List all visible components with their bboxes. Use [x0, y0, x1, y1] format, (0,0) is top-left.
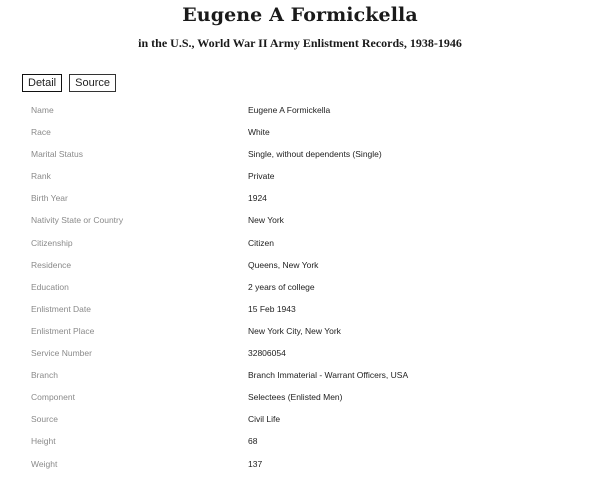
record-row-branch [22, 364, 582, 386]
record-row-race [22, 121, 582, 143]
field-value: Branch Immaterial - Warrant Officers, USA [248, 370, 409, 381]
field-value: Private [248, 171, 275, 182]
field-label: Component [31, 392, 75, 403]
record-row-service-number [22, 342, 582, 364]
record-row-citizenship [22, 232, 582, 254]
field-value: Queens, New York [248, 259, 319, 270]
record-row-height [22, 430, 582, 452]
field-value: 32806054 [248, 348, 286, 359]
field-value: 1924 [248, 193, 267, 204]
field-value: Citizen [248, 237, 274, 248]
field-label: Rank [31, 171, 51, 182]
field-label: Residence [31, 259, 72, 270]
record-row-source [22, 408, 582, 430]
field-value: Single, without dependents (Single) [248, 149, 382, 160]
record-row-enlistment-date [22, 298, 582, 320]
field-label: Enlistment Date [31, 303, 91, 314]
field-label: Race [31, 127, 51, 138]
field-value: 137 [248, 458, 263, 469]
field-label: Source [31, 414, 58, 425]
field-value: New York City, New York [248, 325, 341, 336]
field-label: Branch [31, 370, 58, 381]
record-row-residence [22, 254, 582, 276]
record-row-name [22, 99, 582, 121]
tab-detail[interactable]: Detail [22, 74, 62, 92]
record-row-birth-year [22, 187, 582, 209]
tab-bar [22, 74, 116, 92]
record-row-component [22, 386, 582, 408]
field-label: Citizenship [31, 237, 73, 248]
record-row-education [22, 276, 582, 298]
record-details-list [22, 99, 582, 475]
record-row-enlistment-place [22, 320, 582, 342]
field-label: Marital Status [31, 149, 83, 160]
page-title: Eugene A Formickella [182, 4, 418, 26]
record-row-nativity [22, 209, 582, 231]
field-label: Weight [31, 458, 58, 469]
field-value: Selectees (Enlisted Men) [248, 392, 343, 403]
field-label: Birth Year [31, 193, 68, 204]
record-row-marital-status [22, 143, 582, 165]
tab-source[interactable]: Source [69, 74, 116, 92]
field-label: Service Number [31, 348, 92, 359]
field-label: Height [31, 436, 56, 447]
field-label: Nativity State or Country [31, 215, 124, 226]
field-label: Enlistment Place [31, 325, 95, 336]
field-value: 68 [248, 436, 258, 447]
field-value: New York [248, 215, 284, 226]
record-row-weight [22, 453, 582, 475]
record-row-rank [22, 165, 582, 187]
field-value: 2 years of college [248, 281, 315, 292]
page-subtitle: in the U.S., World War II Army Enlistment Records, 1938-1946 [138, 36, 462, 50]
field-value: Civil Life [248, 414, 281, 425]
field-value: Eugene A Formickella [248, 105, 331, 115]
field-value: White [248, 127, 270, 138]
field-value: 15 Feb 1943 [248, 303, 296, 314]
field-label: Education [31, 281, 69, 292]
field-label: Name [31, 105, 54, 115]
